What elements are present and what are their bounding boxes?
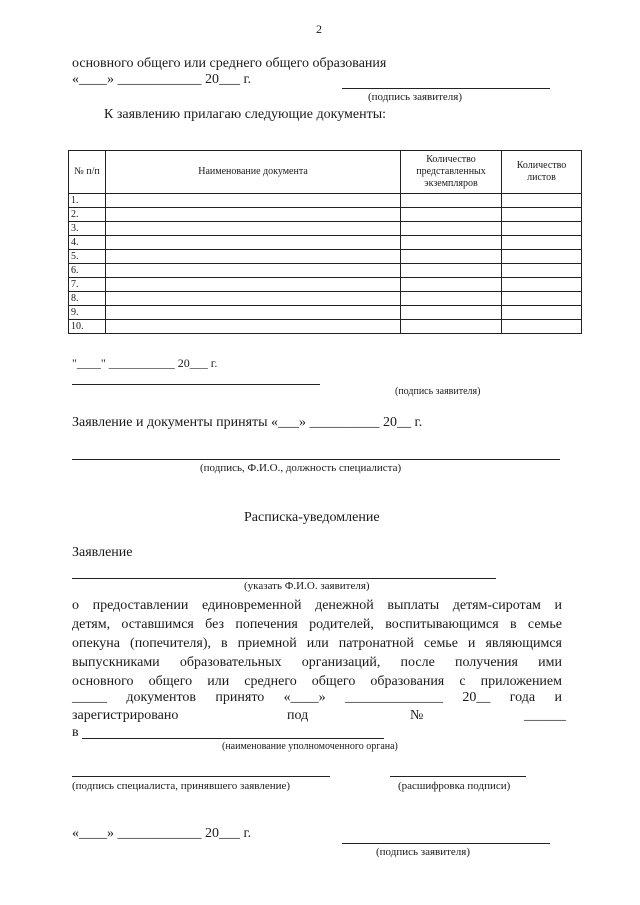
copies-cell[interactable] — [401, 250, 502, 264]
col-name-header: Наименование документа — [106, 151, 401, 194]
col-sheets-header: Количество листов — [502, 151, 582, 194]
month-blank: ______________ — [345, 690, 444, 705]
statement-label: Заявление — [72, 545, 133, 560]
copies-cell[interactable] — [401, 292, 502, 306]
organ-line — [82, 738, 384, 739]
row-number: 5. — [69, 250, 106, 264]
copies-cell[interactable] — [401, 278, 502, 292]
receipt-title: Расписка-уведомление — [244, 510, 380, 525]
doc-name-cell[interactable] — [106, 194, 401, 208]
docs-count-line — [72, 690, 562, 706]
copies-cell[interactable] — [401, 236, 502, 250]
row-number: 3. — [69, 222, 106, 236]
body-line: выпускниками образовательных организаций, после получения ими — [72, 655, 562, 670]
under-word: под — [287, 708, 309, 723]
copies-cell[interactable] — [401, 320, 502, 334]
table-row — [69, 292, 582, 306]
number-blank: ______ — [524, 708, 566, 723]
signature-caption-2: (подпись заявителя) — [395, 386, 481, 397]
row-number: 9. — [69, 306, 106, 320]
col-copies-header: Количество представленных экземпляров — [401, 151, 502, 194]
table-row — [69, 278, 582, 292]
accepted-line: Заявление и документы приняты «___» __________ 20__ г. — [72, 415, 423, 430]
body-line: опекуна (попечителя), в приемной или патронатной семье и являющимся — [72, 636, 562, 651]
docs-word: документов — [126, 690, 197, 705]
table-row — [69, 222, 582, 236]
year-blank: 20__ — [462, 690, 491, 705]
sheets-cell[interactable] — [502, 194, 582, 208]
statement-body — [72, 596, 562, 691]
fio-line — [72, 578, 496, 579]
row-number: 8. — [69, 292, 106, 306]
table-row — [69, 250, 582, 264]
organ-caption: (наименование уполномоченного органа) — [222, 741, 398, 752]
row-number: 7. — [69, 278, 106, 292]
sheets-cell[interactable] — [502, 278, 582, 292]
signature-line-2 — [72, 384, 320, 385]
table-row — [69, 264, 582, 278]
doc-name-cell[interactable] — [106, 222, 401, 236]
col-number-header: № п/п — [69, 151, 106, 194]
year-word: года — [509, 690, 536, 705]
sheets-cell[interactable] — [502, 236, 582, 250]
table-row — [69, 236, 582, 250]
doc-name-cell[interactable] — [106, 208, 401, 222]
copies-cell[interactable] — [401, 306, 502, 320]
specialist-caption: (подпись специалиста, принявшего заявление) — [72, 780, 291, 792]
table-row — [69, 320, 582, 334]
body-line: о предоставлении единовременной денежной выплаты детям-сиротам и — [72, 598, 562, 613]
day-blank: «____» — [283, 690, 326, 705]
table-row — [69, 194, 582, 208]
doc-name-cell[interactable] — [106, 320, 401, 334]
fio-caption: (указать Ф.И.О. заявителя) — [244, 580, 370, 592]
top-date: «____» ____________ 20___ г. — [72, 72, 252, 87]
sheets-cell[interactable] — [502, 264, 582, 278]
bottom-signature-caption: (подпись заявителя) — [376, 846, 471, 858]
accepted-signature-line — [72, 459, 560, 460]
page-number: 2 — [316, 22, 322, 36]
body-line: основного общего или среднего общего образования с приложением — [72, 674, 562, 689]
top-signature-line — [342, 88, 550, 89]
table-row — [69, 208, 582, 222]
accepted-word: принято — [215, 690, 265, 705]
doc-name-cell[interactable] — [106, 264, 401, 278]
table-row — [69, 306, 582, 320]
row-number: 1. — [69, 194, 106, 208]
decode-signature-line — [390, 776, 526, 777]
sheets-cell[interactable] — [502, 222, 582, 236]
top-signature-caption: (подпись заявителя) — [368, 91, 463, 103]
doc-name-cell[interactable] — [106, 250, 401, 264]
date-line-2: "____" ___________ 20___ г. — [72, 356, 218, 370]
decode-caption: (расшифровка подписи) — [398, 780, 511, 792]
top-line-text: основного общего или среднего общего образования — [72, 56, 387, 71]
doc-name-cell[interactable] — [106, 306, 401, 320]
sheets-cell[interactable] — [502, 292, 582, 306]
row-number: 10. — [69, 320, 106, 334]
table-header-row — [69, 151, 582, 194]
number-sign: № — [410, 708, 424, 723]
row-number: 6. — [69, 264, 106, 278]
copies-cell[interactable] — [401, 208, 502, 222]
bottom-signature-line — [342, 843, 550, 844]
sheets-cell[interactable] — [502, 208, 582, 222]
doc-name-cell[interactable] — [106, 292, 401, 306]
body-line: детям, оставшимся без попечения родителей, воспитывающимся в семье — [72, 617, 562, 632]
and-word: и — [554, 690, 562, 705]
copies-cell[interactable] — [401, 194, 502, 208]
sheets-cell[interactable] — [502, 306, 582, 320]
registered-word: зарегистрировано — [72, 708, 179, 723]
accepted-caption: (подпись, Ф.И.О., должность специалиста) — [200, 462, 402, 474]
docs-count-blank: _____ — [72, 690, 107, 705]
documents-table — [68, 150, 582, 334]
row-number: 2. — [69, 208, 106, 222]
specialist-signature-line — [72, 776, 330, 777]
bottom-date: «____» ____________ 20___ г. — [72, 826, 252, 841]
copies-cell[interactable] — [401, 222, 502, 236]
copies-cell[interactable] — [401, 264, 502, 278]
attachments-heading: К заявлению прилагаю следующие документы: — [104, 107, 387, 122]
row-number: 4. — [69, 236, 106, 250]
sheets-cell[interactable] — [502, 250, 582, 264]
organ-prefix: в — [72, 725, 79, 740]
sheets-cell[interactable] — [502, 320, 582, 334]
doc-name-cell[interactable] — [106, 278, 401, 292]
doc-name-cell[interactable] — [106, 236, 401, 250]
